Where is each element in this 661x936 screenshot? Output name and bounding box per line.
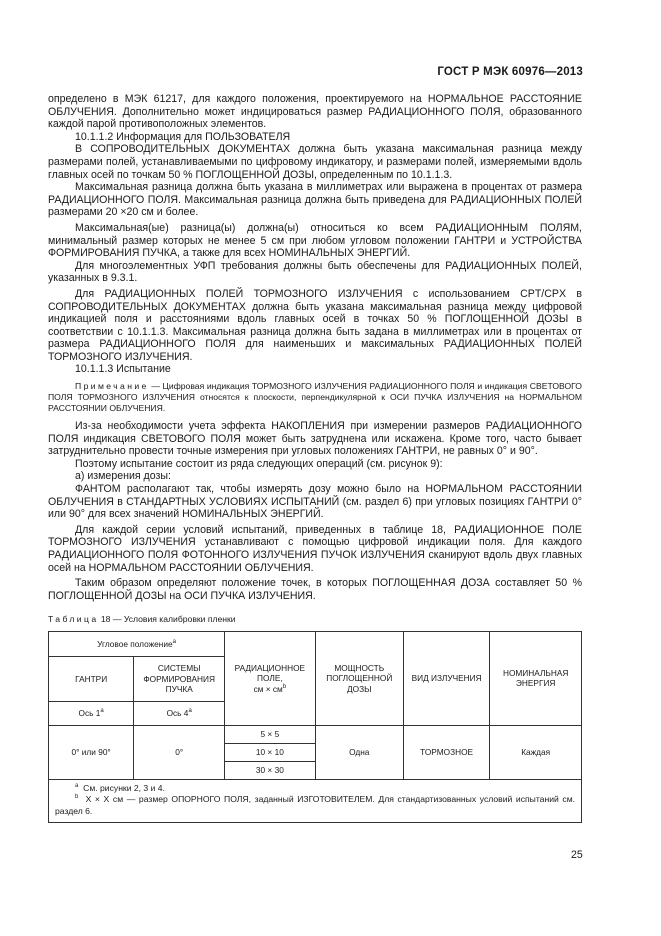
header-axis-4: Ось $4^а$ [134, 701, 225, 725]
paragraph: Поэтому испытание состоит из ряда следующих операций (см. рисунок 9): [75, 457, 443, 470]
paragraph: Максимальная разница должна быть указана в миллиметрах или выражена в процентах от размера РАДИАЦИОННОГО ПОЛЯ. Максимальная разница должна быть приведена для РАДИАЦИОННЫХ ПОЛЕЙ размерами 20 ×20 см и более. [48, 181, 582, 219]
cell-dose-rate: Одна [315, 725, 403, 779]
header-beam-system: СИСТЕМЫ ФОРМИРОВАНИЯ ПУЧКА [134, 656, 225, 701]
paragraph: ФАНТОМ располагают так, чтобы измерять дозу можно было на НОРМАЛЬНОМ РАССТОЯНИИ ОБЛУЧЕНИЯ в СТАНДАРТНЫХ УСЛОВИЯХ ИСПЫТАНИЙ (см. раздел 6) при угловых позициях ГАНТРИ 0° или 90° для всех значений НОМИНАЛЬНЫХ ЭНЕРГИЙ. [48, 483, 582, 521]
table-caption [48, 613, 582, 626]
header-nominal-energy: НОМИНАЛЬНАЯ ЭНЕРГИЯ [490, 631, 582, 725]
header-angular-position: Угловое положение$^а$ [49, 631, 225, 656]
cell-field: 10 × 10 [225, 743, 316, 761]
cell-beam-system: 0° [134, 725, 225, 779]
page-content [48, 93, 582, 823]
header-axis-1: Ось $1^а$ [49, 701, 134, 725]
page-number: 25 [571, 849, 583, 861]
paragraph: Максимальная(ые) разница(ы) должна(ы) относиться ко всем РАДИАЦИОННЫМ ПОЛЯМ, минимальный размер которых не менее 5 см при любом угловом положении ГАНТРИ и УСТРОЙСТВА ФОРМИРОВАНИЯ ПУЧКА, а также для всех НОМИНАЛЬНЫХ ЭНЕРГИЙ. [48, 221, 582, 260]
table-caption-label: Таблица [48, 614, 99, 625]
paragraph: Для каждой серии условий испытаний, приведенных в таблице 18, РАДИАЦИОННОЕ ПОЛЕ ТОРМОЗНОГО ИЗЛУЧЕНИЯ устанавливают с помощью цифровой индикации поля. Для каждого РАДИАЦИОННОГО ПОЛЯ ФОТОННОГО ИЗЛУЧЕНИЯ ПУЧОК ИЗЛУЧЕНИЯ сканируют вдоль двух главных осей на НОРМАЛЬНОМ РАССТОЯНИИ ОБЛУЧЕНИЯ. [48, 523, 582, 574]
section-heading-10-1-1-3: 10.1.1.3 Испытание [75, 363, 171, 376]
note-label: Примечание [75, 381, 149, 392]
note [48, 381, 582, 414]
cell-gantry: 0° или 90° [49, 725, 134, 779]
footnote-b: $^b$ X × X см — размер ОПОРНОГО ПОЛЯ, заданный ИЗГОТОВИТЕЛЕМ. Для стандартизованных условий испытаний см. раздел 6. [55, 794, 576, 816]
paragraph: Для РАДИАЦИОННЫХ ПОЛЕЙ ТОРМОЗНОГО ИЗЛУЧЕНИЯ с использованием CPT/CPX в СОПРОВОДИТЕЛЬНЫХ ДОКУМЕНТАХ должна быть указана максимальная разница между цифровой индикацией поля и расстояниями вдоль главных осей в точках 50 % ПОГЛОЩЕННОЙ ДОЗЫ в соответствии с 10.1.1.3. Максимальная разница должна быть задана в миллиметрах или в процентах от размера РАДИАЦИОННОГО ПОЛЯ для наименьших и максимальных РАДИАЦИОННЫХ ПОЛЕЙ ТОРМОЗНОГО ИЗЛУЧЕНИЯ. [48, 287, 582, 363]
header-dose-rate: МОЩНОСТЬ ПОГЛОЩЕННОЙ ДОЗЫ [315, 631, 403, 725]
list-item-a: а) измерения дозы: [75, 470, 171, 483]
cell-nominal-energy: Каждая [490, 725, 582, 779]
document-header: ГОСТ Р МЭК 60976—2013 [437, 66, 583, 78]
header-gantry: ГАНТРИ [49, 656, 134, 701]
section-heading-10-1-1-2: 10.1.1.2 Информация для ПОЛЬЗОВАТЕЛЯ [75, 130, 291, 143]
header-radiation-type: ВИД ИЗЛУЧЕНИЯ [403, 631, 489, 725]
paragraph: определено в МЭК 61217, для каждого положения, проектируемого на НОРМАЛЬНОЕ РАССТОЯНИЕ ОБЛУЧЕНИЯ. Дополнительно может индицироваться размер РАДИАЦИОННОГО ПОЛЯ, образованного каждой парой противоположных элементов. [48, 93, 582, 131]
cell-field: 30 × 30 [225, 761, 316, 779]
paragraph: Из-за необходимости учета эффекта НАКОПЛЕНИЯ при измерении размеров РАДИАЦИОННОГО ПОЛЯ индикация СВЕТОВОГО ПОЛЯ может быть затруднена или искажена. Кроме того, часто бывает затруднительно провести точные измерения при угловых положениях ГАНТРИ, не равных 0° и 90°. [48, 420, 582, 458]
header-radiation-field: РАДИАЦИОННОЕ ПОЛЕ, см × $см^b$ [225, 631, 316, 725]
table-footnotes [49, 779, 582, 823]
note-text: — Цифровая индикация ТОРМОЗНОГО ИЗЛУЧЕНИЯ РАДИАЦИОННОГО ПОЛЯ и индикация СВЕТОВОГО ПОЛЯ ТОРМОЗНОГО ИЗЛУЧЕНИЯ относятся к плоскости, перпендикулярной к ОСИ ПУЧКА ИЗЛУЧЕНИЯ на НОРМАЛЬНОМ РАССТОЯНИИ ОБЛУЧЕНИЯ. [48, 381, 582, 414]
footnote-a: $^а$ См. рисунки 2, 3 и 4. [75, 782, 165, 793]
paragraph: Таким образом определяют положение точек, в которых ПОГЛОЩЕННАЯ ДОЗА составляет 50 % ПОГЛОЩЕННОЙ ДОЗЫ на ОСИ ПУЧКА ИЗЛУЧЕНИЯ. [48, 577, 582, 602]
cell-radiation-type: ТОРМОЗНОЕ [403, 725, 489, 779]
paragraph: В СОПРОВОДИТЕЛЬНЫХ ДОКУМЕНТАХ должна быть указана максимальная разница между размерами полей, устанавливаемыми по цифровому индикатору, и размерами полей, измеряемыми вдоль главных осей по точкам 50 % ПОГЛОЩЕННОЙ ДОЗЫ, определенным по 10.1.1.3. [48, 143, 582, 181]
calibration-table [48, 631, 582, 824]
cell-field: 5 × 5 [225, 725, 316, 743]
paragraph: Для многоэлементных УФП требования должны быть обеспечены для РАДИАЦИОННЫХ ПОЛЕЙ, указанных в 9.3.1. [48, 259, 582, 285]
table-caption-text: 18 — Условия калибровки пленки [98, 614, 236, 625]
